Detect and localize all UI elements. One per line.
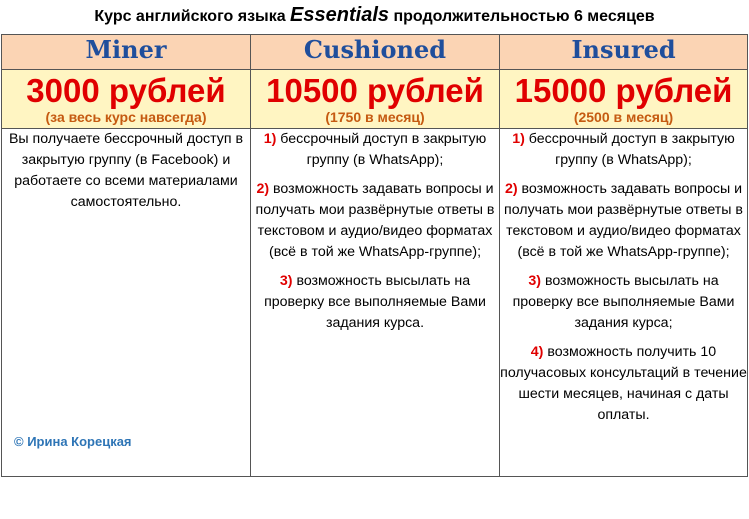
plan-price: 15000 рублей [514, 72, 733, 109]
plan-feature-number: 3) [279, 273, 293, 289]
plan-price-note: (за весь курс навсегда) [45, 109, 207, 125]
plan-price-cell-insured [500, 70, 748, 129]
title-brand: Essentials [290, 4, 389, 26]
plan-price-cell-cushioned [251, 70, 500, 129]
plan-name-row [2, 35, 748, 70]
plan-price-row [2, 70, 748, 129]
plan-feature [2, 129, 250, 213]
plan-feature-number: 2) [504, 181, 518, 197]
plan-name-cushioned: Cushioned [251, 35, 500, 70]
plan-name-insured: Insured [500, 35, 748, 70]
plan-feature-number: 4) [530, 344, 544, 360]
plan-name-miner: Miner [2, 35, 251, 70]
plan-price-cell-miner [2, 70, 251, 129]
page-title [0, 0, 749, 32]
plan-feature-number: 3) [528, 273, 541, 289]
plan-feature-text: бессрочный доступ в закрытую группу (в WhatsApp); [280, 131, 487, 168]
plan-feature-text: возможность высылать на проверку все выполняемые Вами задания курса; [512, 273, 735, 331]
plan-feature-text: возможность высылать на проверку все выполняемые Вами задания курса. [264, 273, 486, 331]
plan-feature [251, 271, 499, 334]
plan-feature-text: возможность задавать вопросы и получать мои развёрнутые ответы в текстовом и аудио/видео форматах (всё в той же WhatsApp-группе); [255, 181, 495, 260]
plan-feature [500, 129, 747, 171]
plan-desc-row [2, 129, 748, 477]
title-after: продолжительностью 6 месяцев [389, 8, 655, 25]
plan-desc-miner [2, 129, 251, 477]
plan-feature [500, 271, 747, 334]
plan-desc-cushioned [251, 129, 500, 477]
plan-desc-insured [500, 129, 748, 477]
plan-price: 3000 рублей [26, 72, 226, 109]
plan-feature-text: бессрочный доступ в закрытую группу (в WhatsApp); [528, 131, 735, 168]
plan-feature-text: возможность задавать вопросы и получать мои развёрнутые ответы в текстовом и аудио/видео форматах (всё в той же WhatsApp-группе); [504, 181, 743, 260]
pricing-table [1, 34, 748, 477]
plan-feature-number: 1) [512, 131, 525, 147]
plan-feature-number: 1) [263, 131, 277, 147]
plan-feature-number: 2) [256, 181, 270, 197]
plan-price-note: (2500 в месяц) [573, 109, 674, 125]
plan-feature [251, 179, 499, 263]
plan-price: 10500 рублей [266, 72, 484, 109]
plan-feature-text: Вы получаете бессрочный доступ в закрытую группу (в Facebook) и работаете со всеми материалами самостоятельно. [8, 131, 244, 210]
plan-price-note: (1750 в месяц) [325, 109, 425, 125]
plan-feature-text: возможность получить 10 получасовых консультаций в течение шести месяцев, начиная с даты оплаты. [500, 344, 747, 423]
copyright-text: © Ирина Корецкая [14, 434, 132, 449]
title-before: Курс английского языка [94, 8, 291, 25]
plan-feature [251, 129, 499, 171]
plan-feature [500, 342, 747, 426]
plan-feature [500, 179, 747, 263]
